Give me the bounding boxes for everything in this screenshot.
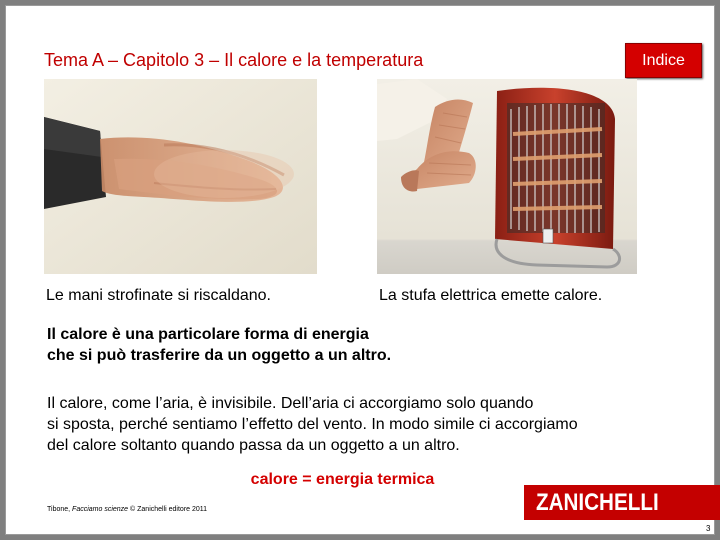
rubbing-hands-photo <box>44 79 317 274</box>
slide <box>5 5 715 535</box>
footer-credit <box>47 506 207 513</box>
formula: calore = energia termica <box>250 471 435 488</box>
footer-book-title: Facciamo scienze <box>72 506 129 513</box>
explanation-line: Il calore, come l’aria, è invisibile. Dell’aria ci accorgiamo solo quando <box>47 395 534 412</box>
page-number: 3 <box>706 524 711 533</box>
key-definition-line: Il calore è una particolare forma di energia <box>47 326 369 343</box>
explanation-line: si sposta, perché sentiamo l’effetto del vento. In modo simile ci accorgiamo <box>47 416 578 433</box>
footer-author: Tibone, <box>47 506 73 513</box>
explanation-line: del calore soltanto quando passa da un oggetto a un altro. <box>47 437 460 454</box>
publisher-logo <box>524 485 720 520</box>
footer-copyright: © Zanichelli editore 2011 <box>128 506 208 513</box>
slide-title: Tema A – Capitolo 3 – Il calore e la temperatura <box>44 50 424 70</box>
caption-electric-heater: La stufa elettrica emette calore. <box>379 287 603 304</box>
index-button[interactable]: Indice <box>625 43 702 78</box>
publisher-logo-text: ZANICHELLI <box>536 488 659 516</box>
electric-heater-photo <box>377 79 637 274</box>
caption-rubbing-hands: Le mani strofinate si riscaldano. <box>46 287 271 304</box>
key-definition-line: che si può trasferire da un oggetto a un altro. <box>47 347 392 364</box>
key-definition <box>47 324 607 366</box>
explanation-paragraph <box>47 393 677 456</box>
